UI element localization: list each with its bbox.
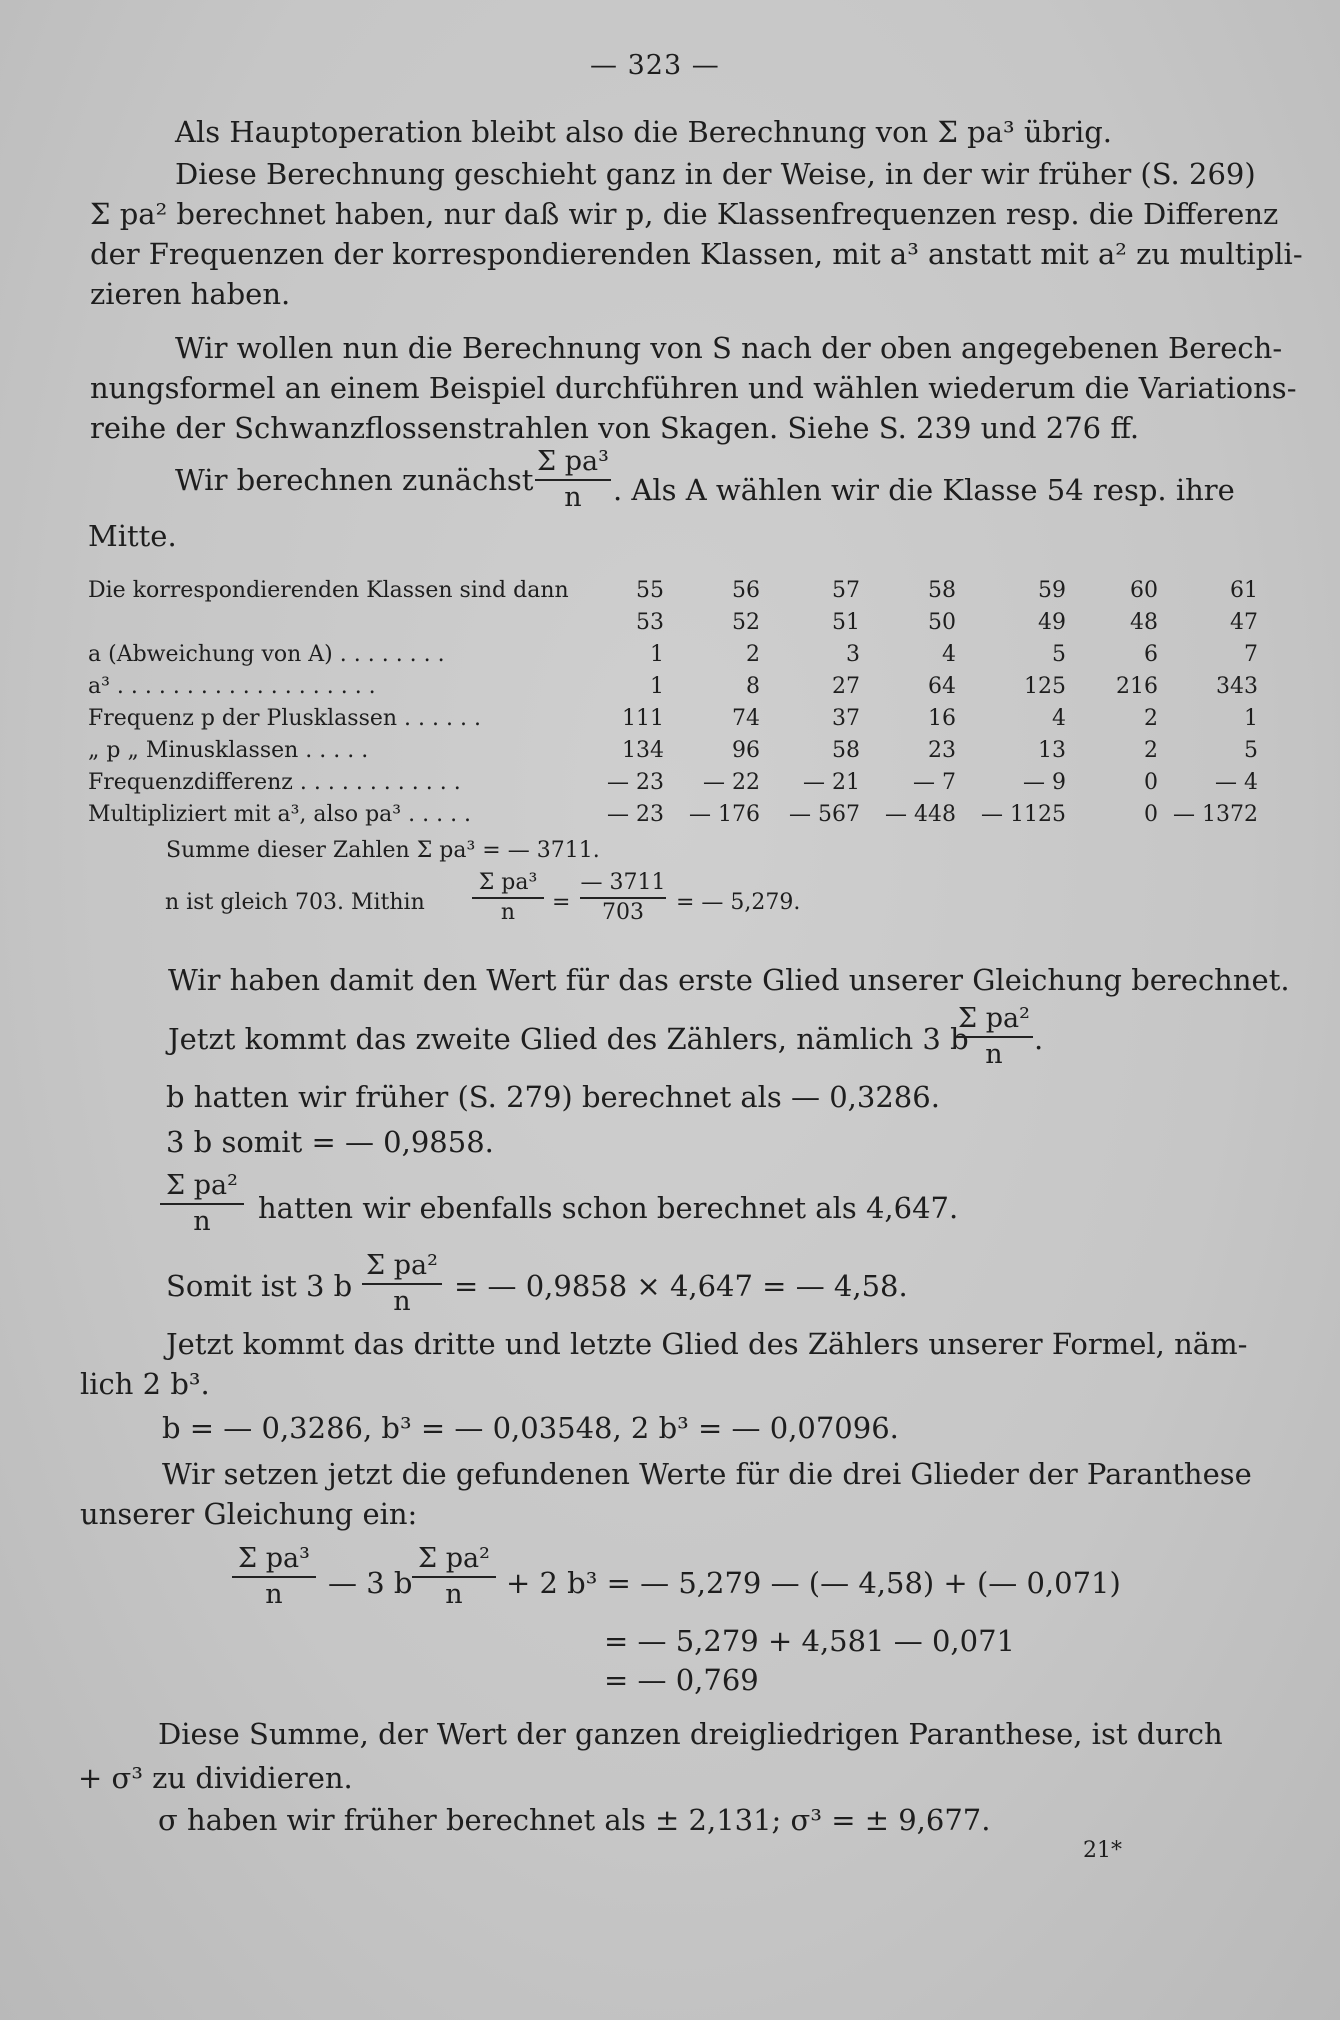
table-cell: 134 — [622, 738, 664, 763]
fraction-bar — [160, 1203, 244, 1205]
table-cell: — 4 — [1215, 770, 1258, 795]
paragraph-4-continued: Mitte. — [88, 519, 177, 553]
paragraph-11-line-1: Jetzt kommt das dritte und letzte Glied des Zählers unserer Formel, näm- — [166, 1327, 1248, 1361]
fraction-denominator: n — [393, 1286, 411, 1317]
fraction-denominator: n — [265, 1579, 283, 1610]
table-cell: 48 — [1130, 610, 1158, 635]
fraction-numerator: Σ pa³ — [478, 870, 538, 895]
table-cell: 2 — [1144, 738, 1158, 763]
paragraph-6-before: Jetzt kommt das zweite Glied des Zählers, nämlich 3 b — [168, 1022, 969, 1056]
table-cell: 74 — [732, 706, 760, 731]
paragraph-4-before: Wir berechnen zunächst — [175, 463, 534, 497]
table-cell: 58 — [928, 578, 956, 603]
equation-fraction-2 — [412, 1543, 496, 1611]
table-row-label: Frequenz p der Plusklassen . . . . . . — [88, 706, 481, 731]
paragraph-2-line-1: Diese Berechnung geschieht ganz in der Weise, in der wir früher (S. 269) — [175, 157, 1256, 191]
table-cell: 7 — [1244, 642, 1258, 667]
table-cell: 57 — [832, 578, 860, 603]
paragraph-14-line-1: Diese Summe, der Wert der ganzen dreigliedrigen Paranthese, ist durch — [158, 1717, 1223, 1751]
table-cell: — 448 — [885, 802, 956, 827]
fraction-bar — [580, 897, 666, 899]
table-cell: 37 — [832, 706, 860, 731]
fraction-bar — [412, 1576, 496, 1578]
paragraph-15: σ haben wir früher berechnet als ± 2,131; σ³ = ± 9,677. — [158, 1803, 991, 1837]
table-cell: 47 — [1230, 610, 1258, 635]
paragraph-10-before: Somit ist 3 b — [166, 1269, 353, 1303]
table-cell: — 21 — [803, 770, 860, 795]
table-cell: — 9 — [1023, 770, 1066, 795]
table-cell: — 1125 — [981, 802, 1066, 827]
table-cell: 216 — [1116, 674, 1158, 699]
table-sum-line: Summe dieser Zahlen Σ pa³ = — 3711. — [166, 838, 600, 863]
table-cell: 1 — [650, 674, 664, 699]
n-line-before: n ist gleich 703. Mithin — [165, 890, 425, 915]
fraction-numerator: Σ pa³ — [537, 446, 609, 477]
paragraph-13-line-1: Wir setzen jetzt die gefundenen Werte für die drei Glieder der Paranthese — [162, 1457, 1252, 1491]
fraction-bar — [955, 1036, 1033, 1038]
fraction-numerator: Σ pa² — [958, 1003, 1030, 1034]
table-row-label: Frequenzdifferenz . . . . . . . . . . . . — [88, 770, 461, 795]
table-cell: 23 — [928, 738, 956, 763]
fraction-bar — [535, 479, 611, 481]
table-cell: — 176 — [689, 802, 760, 827]
fraction-denominator: n — [193, 1206, 211, 1237]
table-cell: — 22 — [703, 770, 760, 795]
table-cell: 58 — [832, 738, 860, 763]
equation-middle-term: — 3 b — [328, 1566, 413, 1600]
table-cell: 55 — [636, 578, 664, 603]
paragraph-8: 3 b somit = — 0,9858. — [166, 1125, 494, 1159]
paragraph-7: b hatten wir früher (S. 279) berechnet als — 0,3286. — [166, 1080, 940, 1114]
table-cell: 2 — [1144, 706, 1158, 731]
table-cell: — 23 — [607, 770, 664, 795]
page-number: — 323 — — [590, 50, 720, 81]
fraction-bar — [232, 1576, 316, 1578]
table-row-label: Multipliziert mit a³, also pa³ . . . . . — [88, 802, 472, 827]
fraction-n-line-1 — [472, 870, 544, 926]
paragraph-9: hatten wir ebenfalls schon berechnet als 4,647. — [258, 1191, 959, 1225]
table-cell: — 7 — [913, 770, 956, 795]
table-cell: 111 — [622, 706, 664, 731]
n-line-result: = — 5,279. — [676, 890, 801, 915]
paragraph-2-line-2: Σ pa² berechnet haben, nur daß wir p, die Klassenfrequenzen resp. die Differenz — [90, 197, 1279, 231]
table-cell: 1 — [1244, 706, 1258, 731]
fraction-denominator: n — [500, 900, 516, 925]
fraction-sum-pa3-over-n — [535, 446, 611, 514]
paragraph-12: b = — 0,3286, b³ = — 0,03548, 2 b³ = — 0,07096. — [162, 1411, 899, 1445]
paragraph-11-line-2: lich 2 b³. — [80, 1367, 210, 1401]
table-cell: 2 — [746, 642, 760, 667]
paragraph-10-after: = — 0,9858 × 4,647 = — 4,58. — [454, 1269, 908, 1303]
equation-line-3: = — 0,769 — [604, 1663, 759, 1697]
fraction-numerator: Σ pa³ — [238, 1543, 310, 1574]
fraction-p10 — [362, 1250, 442, 1318]
table-cell: — 23 — [607, 802, 664, 827]
table-cell: 5 — [1052, 642, 1066, 667]
table-cell: 50 — [928, 610, 956, 635]
equation-rest: + 2 b³ = — 5,279 — (— 4,58) + (— 0,071) — [506, 1566, 1121, 1600]
table-row-label: Die korrespondierenden Klassen sind dann — [88, 578, 569, 603]
fraction-denominator: n — [445, 1579, 463, 1610]
table-cell: 6 — [1144, 642, 1158, 667]
fraction-p9 — [160, 1170, 244, 1238]
fraction-n-line-2 — [580, 870, 666, 926]
fraction-numerator: — 3711 — [580, 870, 666, 895]
table-cell: 4 — [1052, 706, 1066, 731]
signature-mark: 21* — [1083, 1838, 1122, 1863]
fraction-p6 — [955, 1003, 1033, 1071]
paragraph-13-line-2: unserer Gleichung ein: — [80, 1497, 418, 1531]
n-line-equals: = — [552, 890, 571, 915]
table-cell: 56 — [732, 578, 760, 603]
paragraph-1: Als Hauptoperation bleibt also die Berechnung von Σ pa³ übrig. — [175, 115, 1113, 149]
paragraph-14-line-2: + σ³ zu dividieren. — [78, 1761, 353, 1795]
table-cell: 60 — [1130, 578, 1158, 603]
table-cell: 52 — [732, 610, 760, 635]
table-row-label: „ p „ Minusklassen . . . . . — [88, 738, 369, 763]
table-cell: 27 — [832, 674, 860, 699]
table-cell: 343 — [1216, 674, 1258, 699]
table-cell: 0 — [1144, 802, 1158, 827]
paragraph-5: Wir haben damit den Wert für das erste Glied unserer Gleichung berechnet. — [168, 963, 1290, 997]
fraction-numerator: Σ pa² — [418, 1543, 490, 1574]
equation-fraction-1 — [232, 1543, 316, 1611]
fraction-numerator: Σ pa² — [366, 1250, 438, 1281]
table-cell: 0 — [1144, 770, 1158, 795]
table-cell: 125 — [1024, 674, 1066, 699]
table-cell: 13 — [1038, 738, 1066, 763]
equation-line-2: = — 5,279 + 4,581 — 0,071 — [604, 1624, 1015, 1658]
paragraph-3-line-3: reihe der Schwanzflossenstrahlen von Skagen. Siehe S. 239 und 276 ff. — [90, 411, 1140, 445]
table-cell: 5 — [1244, 738, 1258, 763]
table-row-label: a (Abweichung von A) . . . . . . . . — [88, 642, 445, 667]
paragraph-6-after: . — [1034, 1022, 1044, 1056]
table-cell: 16 — [928, 706, 956, 731]
table-cell: 1 — [650, 642, 664, 667]
table-cell: 96 — [732, 738, 760, 763]
table-cell: 53 — [636, 610, 664, 635]
fraction-denominator: n — [564, 482, 582, 513]
paragraph-3-line-1: Wir wollen nun die Berechnung von S nach der oben angegebenen Berech- — [175, 331, 1283, 365]
table-cell: 61 — [1230, 578, 1258, 603]
paragraph-2-line-3: der Frequenzen der korrespondierenden Klassen, mit a³ anstatt mit a² zu multipli- — [90, 237, 1303, 271]
table-cell: 8 — [746, 674, 760, 699]
fraction-denominator: n — [985, 1039, 1003, 1070]
table-row-label: a³ . . . . . . . . . . . . . . . . . . . — [88, 674, 376, 699]
table-cell: 3 — [846, 642, 860, 667]
table-cell: — 567 — [789, 802, 860, 827]
fraction-bar — [472, 897, 544, 899]
table-cell: — 1372 — [1173, 802, 1258, 827]
fraction-numerator: Σ pa² — [166, 1170, 238, 1201]
table-cell: 51 — [832, 610, 860, 635]
table-cell: 64 — [928, 674, 956, 699]
table-cell: 4 — [942, 642, 956, 667]
paragraph-4-after: . Als A wählen wir die Klasse 54 resp. ihre — [613, 473, 1235, 507]
fraction-bar — [362, 1283, 442, 1285]
paragraph-2-line-4: zieren haben. — [90, 277, 291, 311]
table-cell: 59 — [1038, 578, 1066, 603]
fraction-denominator: 703 — [602, 900, 644, 925]
table-cell: 49 — [1038, 610, 1066, 635]
paragraph-3-line-2: nungsformel an einem Beispiel durchführen und wählen wiederum die Variations- — [90, 371, 1297, 405]
